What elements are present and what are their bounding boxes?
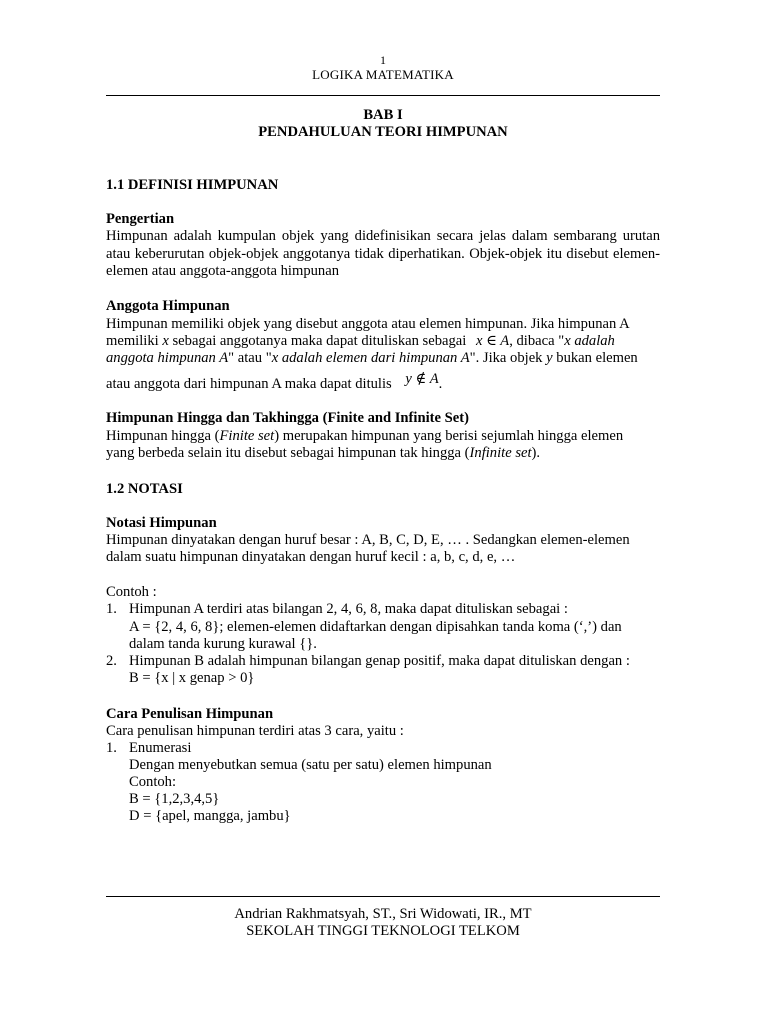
example-2-line-1: Himpunan B adalah himpunan bilangan genap positif, maka dapat dituliskan dengan :	[129, 653, 630, 669]
example-1-line-1: Himpunan A terdiri atas bilangan 2, 4, 6, 8, maka dapat dituliskan sebagai :	[129, 601, 568, 617]
chapter-title: PENDAHULUAN TEORI HIMPUNAN	[258, 124, 508, 140]
section-heading-1-1: 1.1 DEFINISI HIMPUNAN	[106, 177, 279, 193]
enumerasi-title: Enumerasi	[129, 740, 192, 756]
subheading-cara: Cara Penulisan Himpunan	[106, 706, 274, 722]
subheading-pengertian: Pengertian	[106, 211, 175, 227]
enumerasi-number: 1.	[106, 740, 117, 756]
anggota-line-1: Himpunan memiliki objek yang disebut anggota atau elemen himpunan. Jika himpunan A	[106, 316, 630, 332]
running-title: LOGIKA MATEMATIKA	[312, 67, 454, 82]
example-2-line-2: B = {x | x genap > 0}	[129, 670, 255, 686]
enumerasi-line-2: Contoh:	[129, 774, 177, 790]
enumerasi-line-4: D = {apel, mangga, jambu}	[129, 808, 291, 824]
chapter-label: BAB I	[363, 107, 403, 123]
page-number: 1	[380, 53, 386, 67]
contoh-label: Contoh :	[106, 584, 157, 600]
cara-line-1: Cara penulisan himpunan terdiri atas 3 cara, yaitu :	[106, 723, 404, 739]
subheading-hingga: Himpunan Hingga dan Takhingga (Finite and Infinite Set)	[106, 410, 469, 426]
notasi-line-2: dalam suatu himpunan dinyatakan dengan huruf kecil : a, b, c, d, e, …	[106, 549, 516, 565]
hingga-line-2: yang berbeda selain itu disebut sebagai himpunan tak hingga (Infinite set).	[106, 445, 541, 461]
subheading-notasi: Notasi Himpunan	[106, 515, 217, 531]
hingga-line-1: Himpunan hingga (Finite set) merupakan himpunan yang berisi sejumlah hingga elemen	[106, 428, 624, 444]
notasi-line-1: Himpunan dinyatakan dengan huruf besar : A, B, C, D, E, … . Sedangkan elemen-elemen	[106, 532, 630, 548]
example-1-line-2: A = {2, 4, 6, 8}; elemen-elemen didaftarkan dengan dipisahkan tanda koma (‘,’) dan	[129, 619, 622, 635]
subheading-anggota: Anggota Himpunan	[106, 298, 230, 314]
anggota-line-2: memiliki x sebagai anggotanya maka dapat dituliskan sebagai x ∈ A, dibaca "x adalah	[106, 333, 615, 349]
math-element-of: x ∈ A	[475, 333, 510, 349]
math-not-element-of: y ∉ A	[405, 371, 439, 387]
footer-authors: Andrian Rakhmatsyah, ST., Sri Widowati, IR., MT	[234, 906, 532, 922]
footer-rule	[106, 896, 660, 897]
example-2-number: 2.	[106, 653, 117, 669]
example-1-line-3: dalam tanda kurung kurawal {}.	[129, 636, 317, 652]
enumerasi-line-1: Dengan menyebutkan semua (satu per satu) elemen himpunan	[129, 757, 492, 773]
header-rule	[106, 95, 660, 96]
anggota-line-3: anggota himpunan A" atau "x adalah elemen dari himpunan A". Jika objek y bukan elemen	[106, 350, 638, 366]
paragraph-pengertian: Himpunan adalah kumpulan objek yang didefinisikan secara jelas dalam sembarang urutan atau keberurutan objek-objek anggotanya tidak diperhatikan. Objek-objek itu disebut elemen-elemen atau anggota-anggota himpunan	[106, 228, 660, 280]
example-1-number: 1.	[106, 601, 117, 617]
enumerasi-line-3: B = {1,2,3,4,5}	[129, 791, 220, 807]
section-heading-1-2: 1.2 NOTASI	[106, 481, 183, 497]
footer-institution: SEKOLAH TINGGI TEKNOLOGI TELKOM	[246, 923, 520, 939]
anggota-line-4: atau anggota dari himpunan A maka dapat ditulis y ∉ A.	[106, 371, 443, 392]
